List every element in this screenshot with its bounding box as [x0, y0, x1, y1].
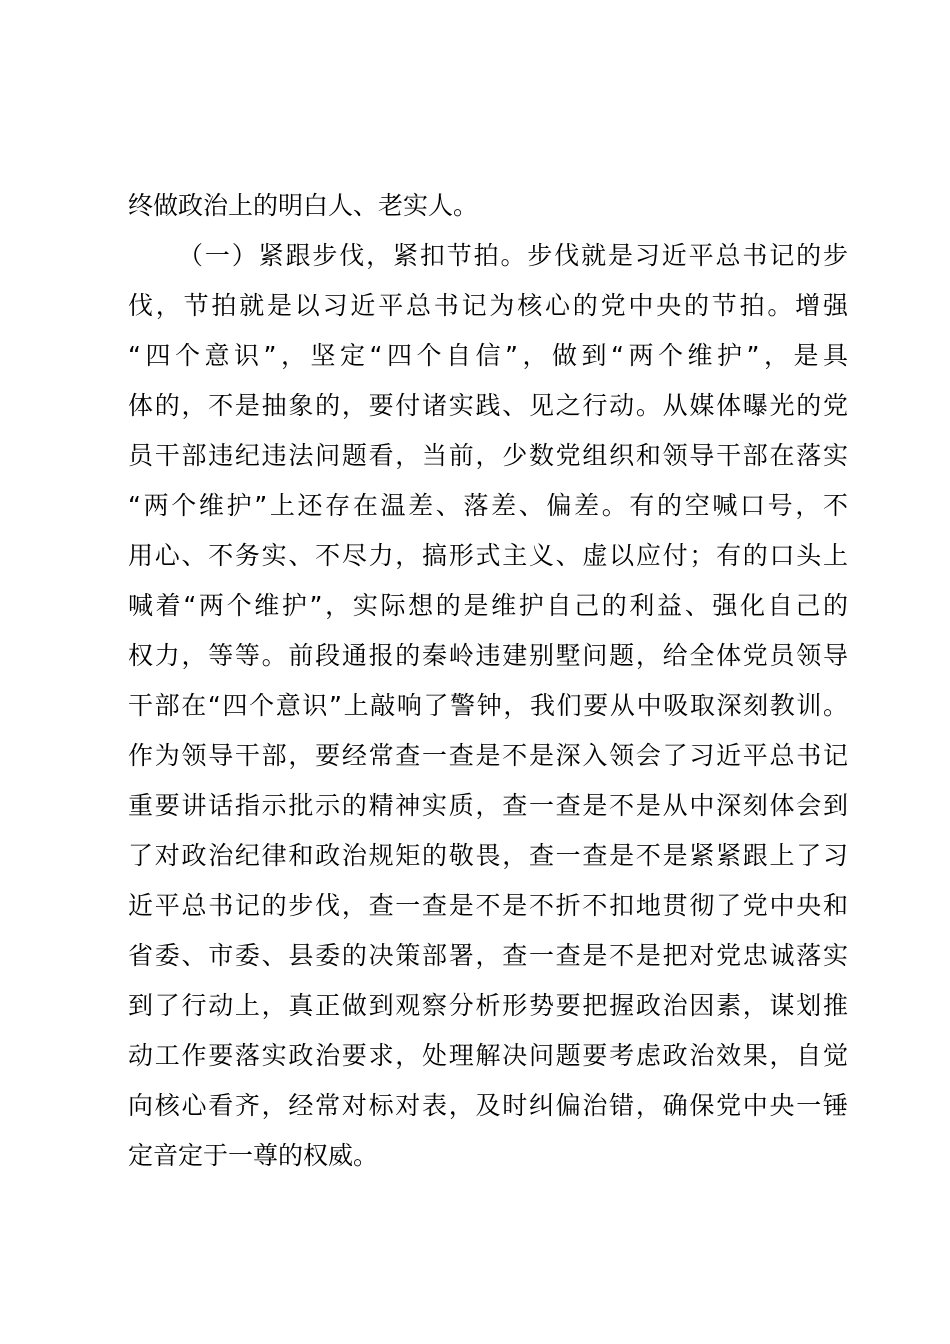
text-line: 重要讲话指示批示的精神实质，查一查是不是从中深刻体会到 [128, 791, 848, 820]
text-line: 终做政治上的明白人、老实人。 [128, 191, 479, 220]
text-line: “四个意识”，坚定“四个自信”，做到“两个维护”，是具 [128, 341, 848, 370]
text-line: 省委、市委、县委的决策部署，查一查是不是把对党忠诚落实 [128, 941, 848, 970]
text-line: 权力，等等。前段通报的秦岭违建别墅问题，给全体党员领导 [128, 641, 848, 670]
text-line: 向核心看齐，经常对标对表，及时纠偏治错，确保党中央一锤 [128, 1091, 848, 1120]
text-line: 了对政治纪律和政治规矩的敬畏，查一查是不是紧紧跟上了习 [128, 841, 848, 870]
text-line: 干部在“四个意识”上敲响了警钟，我们要从中吸取深刻教训。 [128, 691, 848, 720]
text-line: 近平总书记的步伐，查一查是不是不折不扣地贯彻了党中央和 [128, 891, 848, 920]
text-line: 伐，节拍就是以习近平总书记为核心的党中央的节拍。增强 [128, 291, 848, 320]
text-line: 动工作要落实政治要求，处理解决问题要考虑政治效果，自觉 [128, 1041, 848, 1070]
text-line: 体的，不是抽象的，要付诸实践、见之行动。从媒体曝光的党 [128, 391, 848, 420]
text-line: 员干部违纪违法问题看，当前，少数党组织和领导干部在落实 [128, 441, 848, 470]
text-line: “两个维护”上还存在温差、落差、偏差。有的空喊口号，不 [128, 491, 848, 520]
text-line: 作为领导干部，要经常查一查是不是深入领会了习近平总书记 [128, 741, 848, 770]
text-line: 定音定于一尊的权威。 [128, 1141, 379, 1170]
text-line: 喊着“两个维护”，实际想的是维护自己的利益、强化自己的 [128, 591, 848, 620]
section-heading-line: （一）紧跟步伐，紧扣节拍。步伐就是习近平总书记的步 [178, 241, 848, 270]
text-line: 到了行动上，真正做到观察分析形势要把握政治因素，谋划推 [128, 991, 848, 1020]
body-text [128, 181, 848, 1181]
text-line: 用心、不务实、不尽力，搞形式主义、虚以应付；有的口头上 [128, 541, 848, 570]
